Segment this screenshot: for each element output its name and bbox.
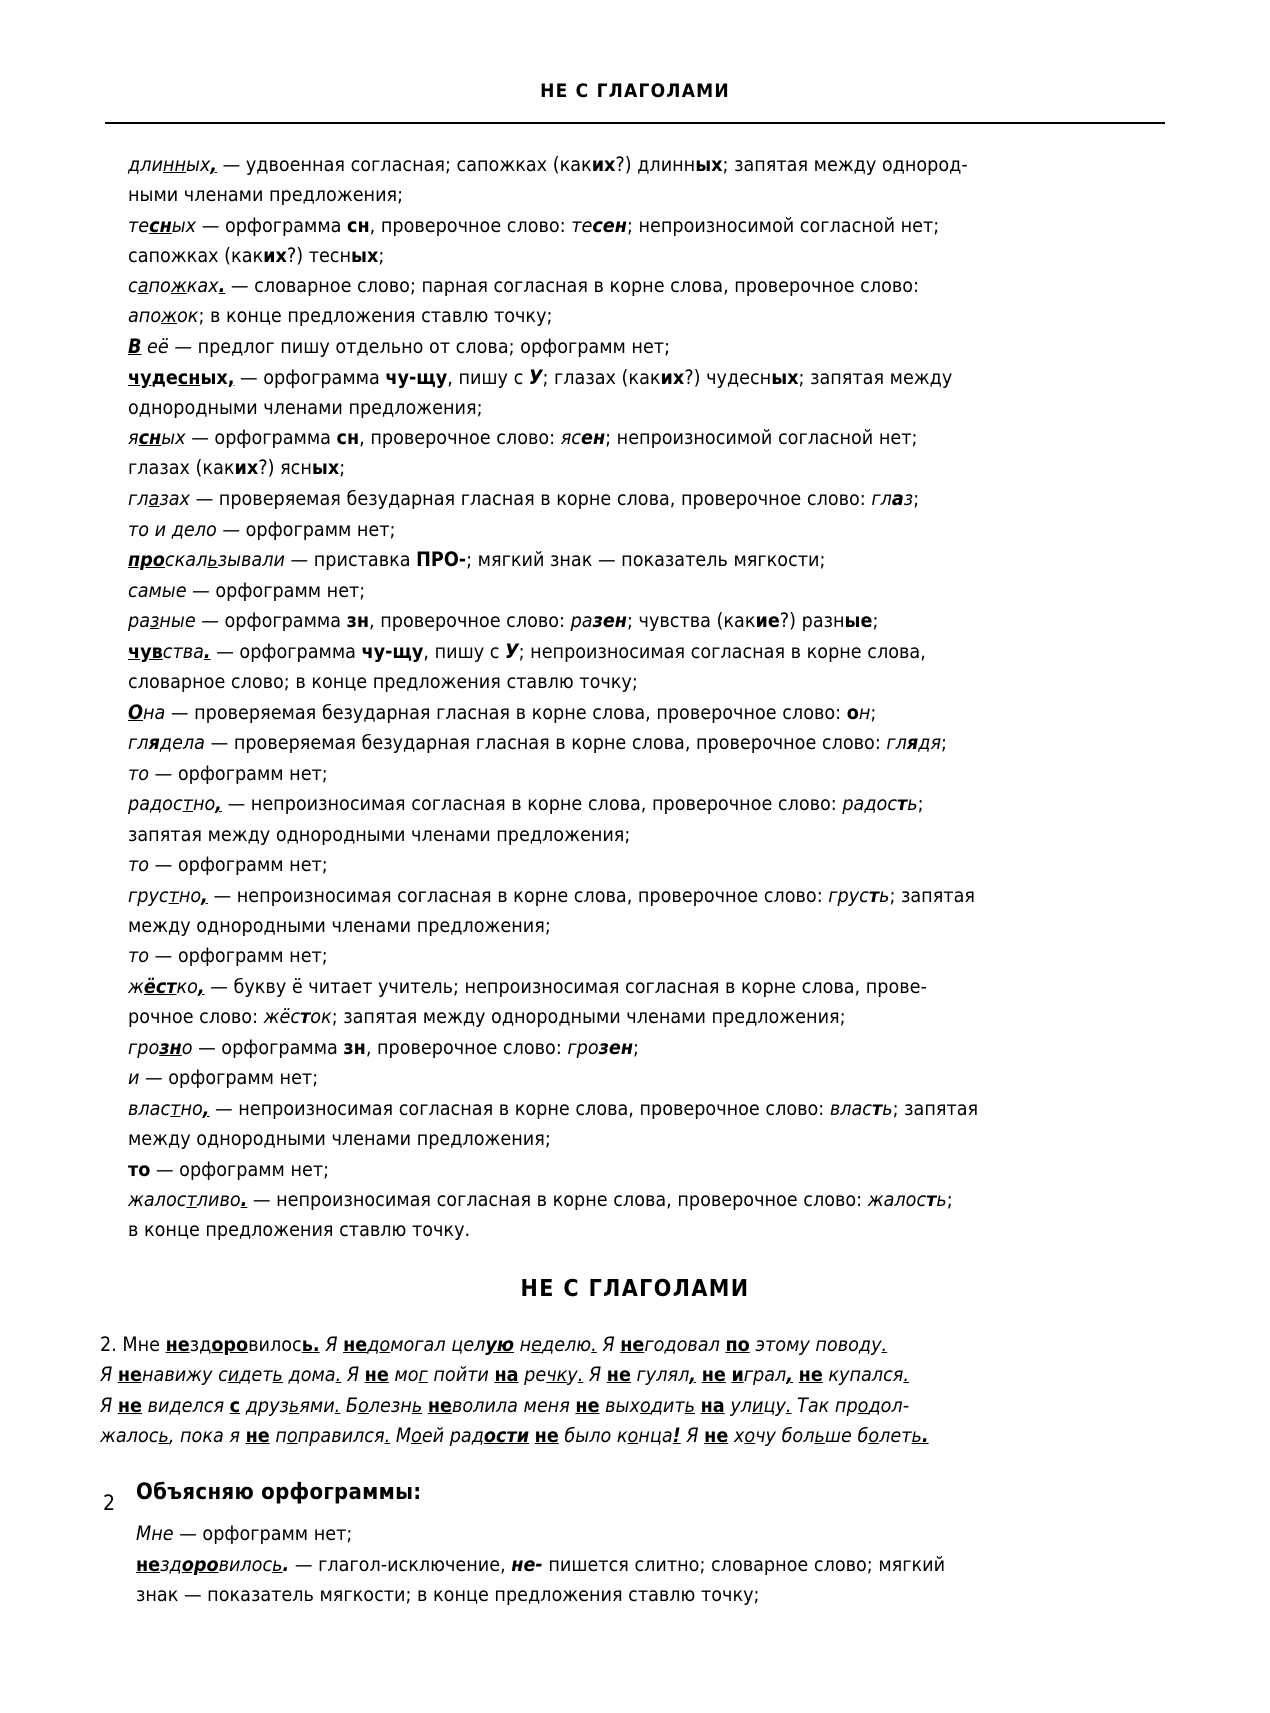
- orthogram-entry: то — орфограмм нет;: [128, 761, 328, 785]
- orthogram-entry: В её — предлог пишу отдельно от слова; орфограмм нет;: [128, 335, 671, 359]
- orthogram-entry: чувства. — орфограмма чу-щу, пишу с У; непроизносимая согласная в корне слова, словарное слово; в конце предложения ставлю точку;: [128, 640, 926, 694]
- explanations-list-part1: [128, 150, 1135, 1246]
- orthogram-entry: то — орфограмм нет;: [128, 944, 328, 968]
- orthogram-entry: длинных, — удвоенная согласная; сапожках (каких?) длинных; запятая между однород- ными членами предложения;: [128, 153, 968, 207]
- orthogram-entry: то — орфограмм нет;: [128, 1157, 330, 1181]
- orthogram-entry: разные — орфограмма зн, проверочное слово: разен; чувства (какие?) разные;: [128, 609, 879, 633]
- orthogram-entry: грозно — орфограмма зн, проверочное слово: грозен;: [128, 1035, 639, 1059]
- sub-heading-explain-orthograms: Объясняю орфограммы:: [136, 1480, 422, 1505]
- header-rule: [105, 122, 1165, 124]
- orthogram-entry: жёстко, — букву ё читает учитель; непроизносимая согласная в корне слова, прове- рочное слово: жёсток; запятая между однородными членами предложения;: [128, 975, 927, 1029]
- orthogram-entry: глядела — проверяемая безударная гласная в корне слова, проверочное слово: глядя;: [128, 731, 947, 755]
- orthogram-entry: то и дело — орфограмм нет;: [128, 517, 396, 541]
- orthogram-entry: Мне — орфограмм нет;: [136, 1522, 353, 1545]
- orthogram-entry: чудесных, — орфограмма чу-щу, пишу с У; глазах (каких?) чудесных; запятая между однородными членами предложения;: [128, 365, 953, 419]
- orthogram-entry: глазах — проверяемая безударная гласная в корне слова, проверочное слово: глаз;: [128, 487, 920, 511]
- explanations-list-part2: [136, 1519, 1135, 1610]
- orthogram-entry: радостно, — непроизносимая согласная в корне слова, проверочное слово: радость; запятая между однородными членами предложения;: [128, 792, 924, 846]
- orthogram-entry: ясных — орфограмма сн, проверочное слово: ясен; непроизносимой согласной нет; глазах (каких?) ясных;: [128, 426, 918, 480]
- orthogram-entry: Она — проверяемая безударная гласная в корне слова, проверочное слово: он;: [128, 700, 877, 724]
- orthogram-entry: грустно, — непроизносимая согласная в корне слова, проверочное слово: грусть; запятая между однородными членами предложения;: [128, 883, 975, 937]
- orthogram-entry: жалостливо. — непроизносимая согласная в корне слова, проверочное слово: жалость; в конце предложения ставлю точку.: [128, 1188, 953, 1242]
- orthogram-entry: проскальзывали — приставка ПРО-; мягкий знак — показатель мягкости;: [128, 548, 826, 572]
- running-head: НЕ С ГЛАГОЛАМИ: [540, 80, 730, 102]
- orthogram-entry: самые — орфограмм нет;: [128, 578, 366, 602]
- orthogram-entry: и — орфограмм нет;: [128, 1066, 319, 1090]
- orthogram-entry: сапожках. — словарное слово; парная согласная в корне слова, проверочное слово: апожок; в конце предложения ставлю точку;: [128, 274, 920, 328]
- exercise-2-text: 2. Мне нездоровилось. Я недомогал целую неделю. Я негодовал по этому поводу. Я ненавижу сидеть дома. Я не мог пойти на речку. Я не гулял, не играл, не купался. Я не виделся с друзьями. Болезнь неволила меня не выходить на улицу. Так продол- жалось, пока я не поправился. Моей радости не было конца! Я не хочу больше болеть.: [100, 1333, 929, 1448]
- page-number: 2: [103, 1491, 116, 1515]
- orthogram-entry: тесных — орфограмма сн, проверочное слово: тесен; непроизносимой согласной нет; сапожках (каких?) тесных;: [128, 213, 940, 267]
- section-title: НЕ С ГЛАГОЛАМИ: [520, 1276, 750, 1302]
- orthogram-entry: нездоровилось. — глагол-исключение, не- пишется слитно; словарное слово; мягкий знак — показатель мягкости; в конце предложения ставлю точку;: [136, 1552, 946, 1606]
- orthogram-entry: властно, — непроизносимая согласная в корне слова, проверочное слово: власть; запятая между однородными членами предложения;: [128, 1096, 979, 1150]
- orthogram-entry: то — орфограмм нет;: [128, 853, 328, 877]
